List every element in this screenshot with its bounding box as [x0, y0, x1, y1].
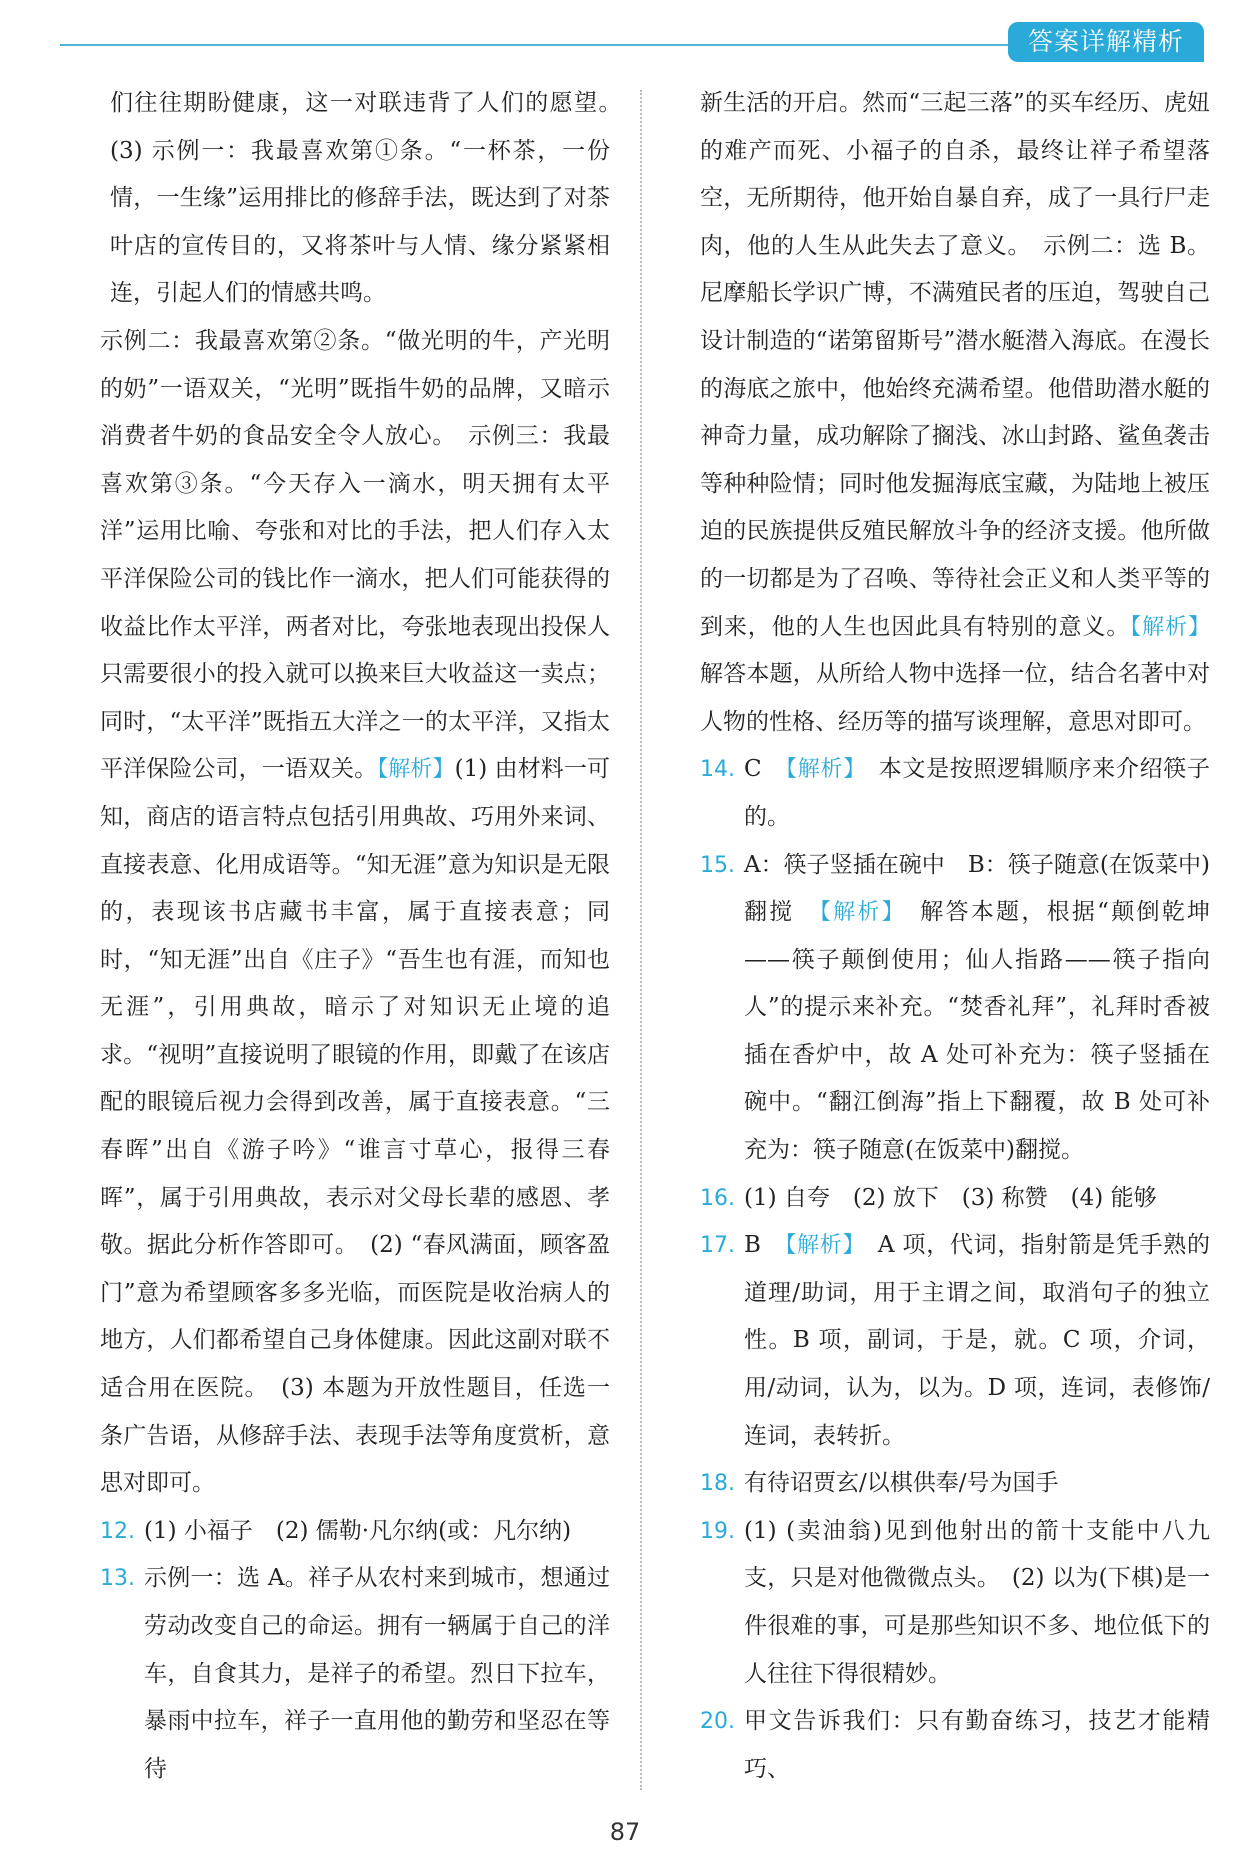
question-20	[700, 1698, 1210, 1793]
analysis-marker: 【解析】	[786, 757, 855, 783]
section-header-tag: 答案详解精析	[1008, 22, 1204, 62]
page-number: 87	[609, 1818, 641, 1846]
left-paragraph-2-analysis: (1) 由材料一可知，商店的语言特点包括引用典故、巧用外来词、直接表意、化用成语等。“知无涯”意为知识是无限的，表现该书店藏书丰富，属于直接表意；同时，“知无涯”出自《庄子》“吾生也有涯，而知也无涯”，引用典故，暗示了对知识无止境的追求。“视明”直接说明了眼镜的作用，即戴了在该店配的眼镜后视力会得到改善，属于直接表意。“三春晖”出自《游子吟》“谁言寸草心，报得三春晖”，属于引用典故，表示对父母长辈的感恩、孝敬。据此分析作答即可。 (2) “春风满面，顾客盈门”意为希望顾客多多光临，而医院是收治病人的地方，人们都希望自己身体健康。因此这副对联不适合用在医院。 (3) 本题为开放性题目，任选一条广告语，从修辞手法、表现手法等角度赏析，意思对即可。	[100, 756, 610, 1497]
right-column	[700, 80, 1210, 1793]
question-15	[700, 842, 1210, 1175]
analysis-text: 解答本题，根据“颠倒乾坤——筷子颠倒使用；仙人指路——筷子指向人”的提示来补充。“焚香礼拜”，礼拜时香被插在香炉中，故 A 处可补充为：筷子竖插在碗中。“翻江倒海”指上下翻覆，故 B 处可补充为：筷子随意(在饭菜中)翻搅。	[744, 899, 1211, 1164]
analysis-marker: 【解析】	[1130, 614, 1210, 640]
question-number: 14.	[700, 757, 735, 783]
question-number: 18.	[700, 1471, 735, 1497]
question-number: 12.	[100, 1518, 135, 1544]
right-paragraph-1	[700, 80, 1210, 746]
answer-text: 示例一：选 A。祥子从农村来到城市，想通过劳动改变自己的命运。拥有一辆属于自己的洋车，自食其力，是祥子的希望。烈日下拉车，暴雨中拉车，祥子一直用他的勤劳和坚忍在等待	[144, 1565, 610, 1782]
question-number: 20.	[700, 1709, 735, 1735]
column-divider	[640, 90, 642, 1790]
question-13	[100, 1555, 610, 1793]
answer-choice: A：筷子竖插在碗中 B：筷子随意(在饭菜中)翻搅	[744, 851, 1210, 926]
question-12	[100, 1508, 610, 1556]
answer-text: (1) 自夸 (2) 放下 (3) 称赞 (4) 能够	[744, 1184, 1157, 1211]
question-number: 16.	[700, 1185, 735, 1211]
answer-text: (1) 小福子 (2) 儒勒·凡尔纳(或：凡尔纳)	[144, 1517, 572, 1544]
analysis-marker: 【解析】	[819, 900, 895, 926]
question-18	[700, 1460, 1210, 1508]
answer-choice: C	[744, 756, 762, 783]
question-number: 19.	[700, 1518, 735, 1544]
answer-text: 有待诏贾玄/以棋供奉/号为国手	[744, 1470, 1059, 1497]
answer-text	[744, 1222, 1210, 1460]
question-number: 17.	[700, 1233, 735, 1259]
analysis-marker: 【解析】	[377, 757, 455, 783]
right-paragraph-1-analysis: 解答本题，从所给人物中选择一位，结合名著中对人物的性格、经历等的描写谈理解，意思对即可。	[700, 661, 1210, 735]
question-14	[700, 746, 1210, 841]
left-paragraph-1: 们往往期盼健康，这一对联违背了人们的愿望。 (3) 示例一：我最喜欢第①条。“一杯茶，一份情，一生缘”运用排比的修辞手法，既达到了对茶叶店的宣传目的，又将茶叶与人情、缘分紧紧相连，引起人们的情感共鸣。	[110, 90, 633, 307]
answer-text: 甲文告诉我们：只有勤奋练习，技艺才能精巧、	[744, 1708, 1210, 1782]
left-column	[100, 80, 633, 1793]
analysis-text: 本文是按照逻辑顺序来介绍筷子的。	[744, 756, 1210, 830]
right-paragraph-1-text: 新生活的开启。然而“三起三落”的买车经历、虎妞的难产而死、小福子的自杀，最终让祥子希望落空，无所期待，他开始自暴自弃，成了一具行尸走肉，他的人生从此失去了意义。 示例二：选 B。尼摩船长学识广博，不满殖民者的压迫，驾驶自己设计制造的“诺第留斯号”潜水艇潜入海底。在漫长的海底之旅中，他始终充满希望。他借助潜水艇的神奇力量，成功解除了搁浅、冰山封路、鲨鱼袭击等种种险情；同时他发掘海底宝藏，为陆地上被压迫的民族提供反殖民解放斗争的经济支援。他所做的一切都是为了召唤、等待社会正义和人类平等的到来，他的人生也因此具有特别的意义。	[700, 90, 1210, 640]
question-17	[700, 1222, 1210, 1460]
answer-text: (1) (卖油翁)见到他射出的箭十支能中八九支，只是对他微微点头。 (2) 以为(下棋)是一件很难的事，可是那些知识不多、地位低下的人往往下得很精妙。	[744, 1517, 1210, 1687]
left-paragraph-2	[100, 318, 610, 1508]
left-paragraph-2-text: 示例二：我最喜欢第②条。“做光明的牛，产光明的奶”一语双关，“光明”既指牛奶的品牌，又暗示消费者牛奶的食品安全令人放心。 示例三：我最喜欢第③条。“今天存入一滴水，明天拥有太平洋”运用比喻、夸张和对比的手法，把人们存入太平洋保险公司的钱比作一滴水，把人们可能获得的收益比作太平洋，两者对比，夸张地表现出投保人只需要很小的投入就可以换来巨大收益这一卖点；同时，“太平洋”既指五大洋之一的太平洋，又指太平洋保险公司，一语双关。	[100, 327, 610, 783]
header-rule	[60, 44, 1020, 46]
analysis-text: A 项，代词，指射箭是凭手熟的道理/助词，用于主谓之间，取消句子的独立性。B 项，副词，于是，就。C 项，介词，用/动词，认为，以为。D 项，连词，表修饰/连词，表转折。	[744, 1232, 1211, 1449]
question-number: 15.	[700, 852, 735, 878]
question-16	[700, 1175, 1210, 1223]
analysis-marker: 【解析】	[785, 1233, 855, 1259]
answer-text	[744, 746, 1210, 841]
question-number: 13.	[100, 1566, 135, 1592]
question-19	[700, 1508, 1210, 1698]
answer-text	[744, 842, 1210, 1175]
answer-choice: B	[744, 1232, 761, 1259]
